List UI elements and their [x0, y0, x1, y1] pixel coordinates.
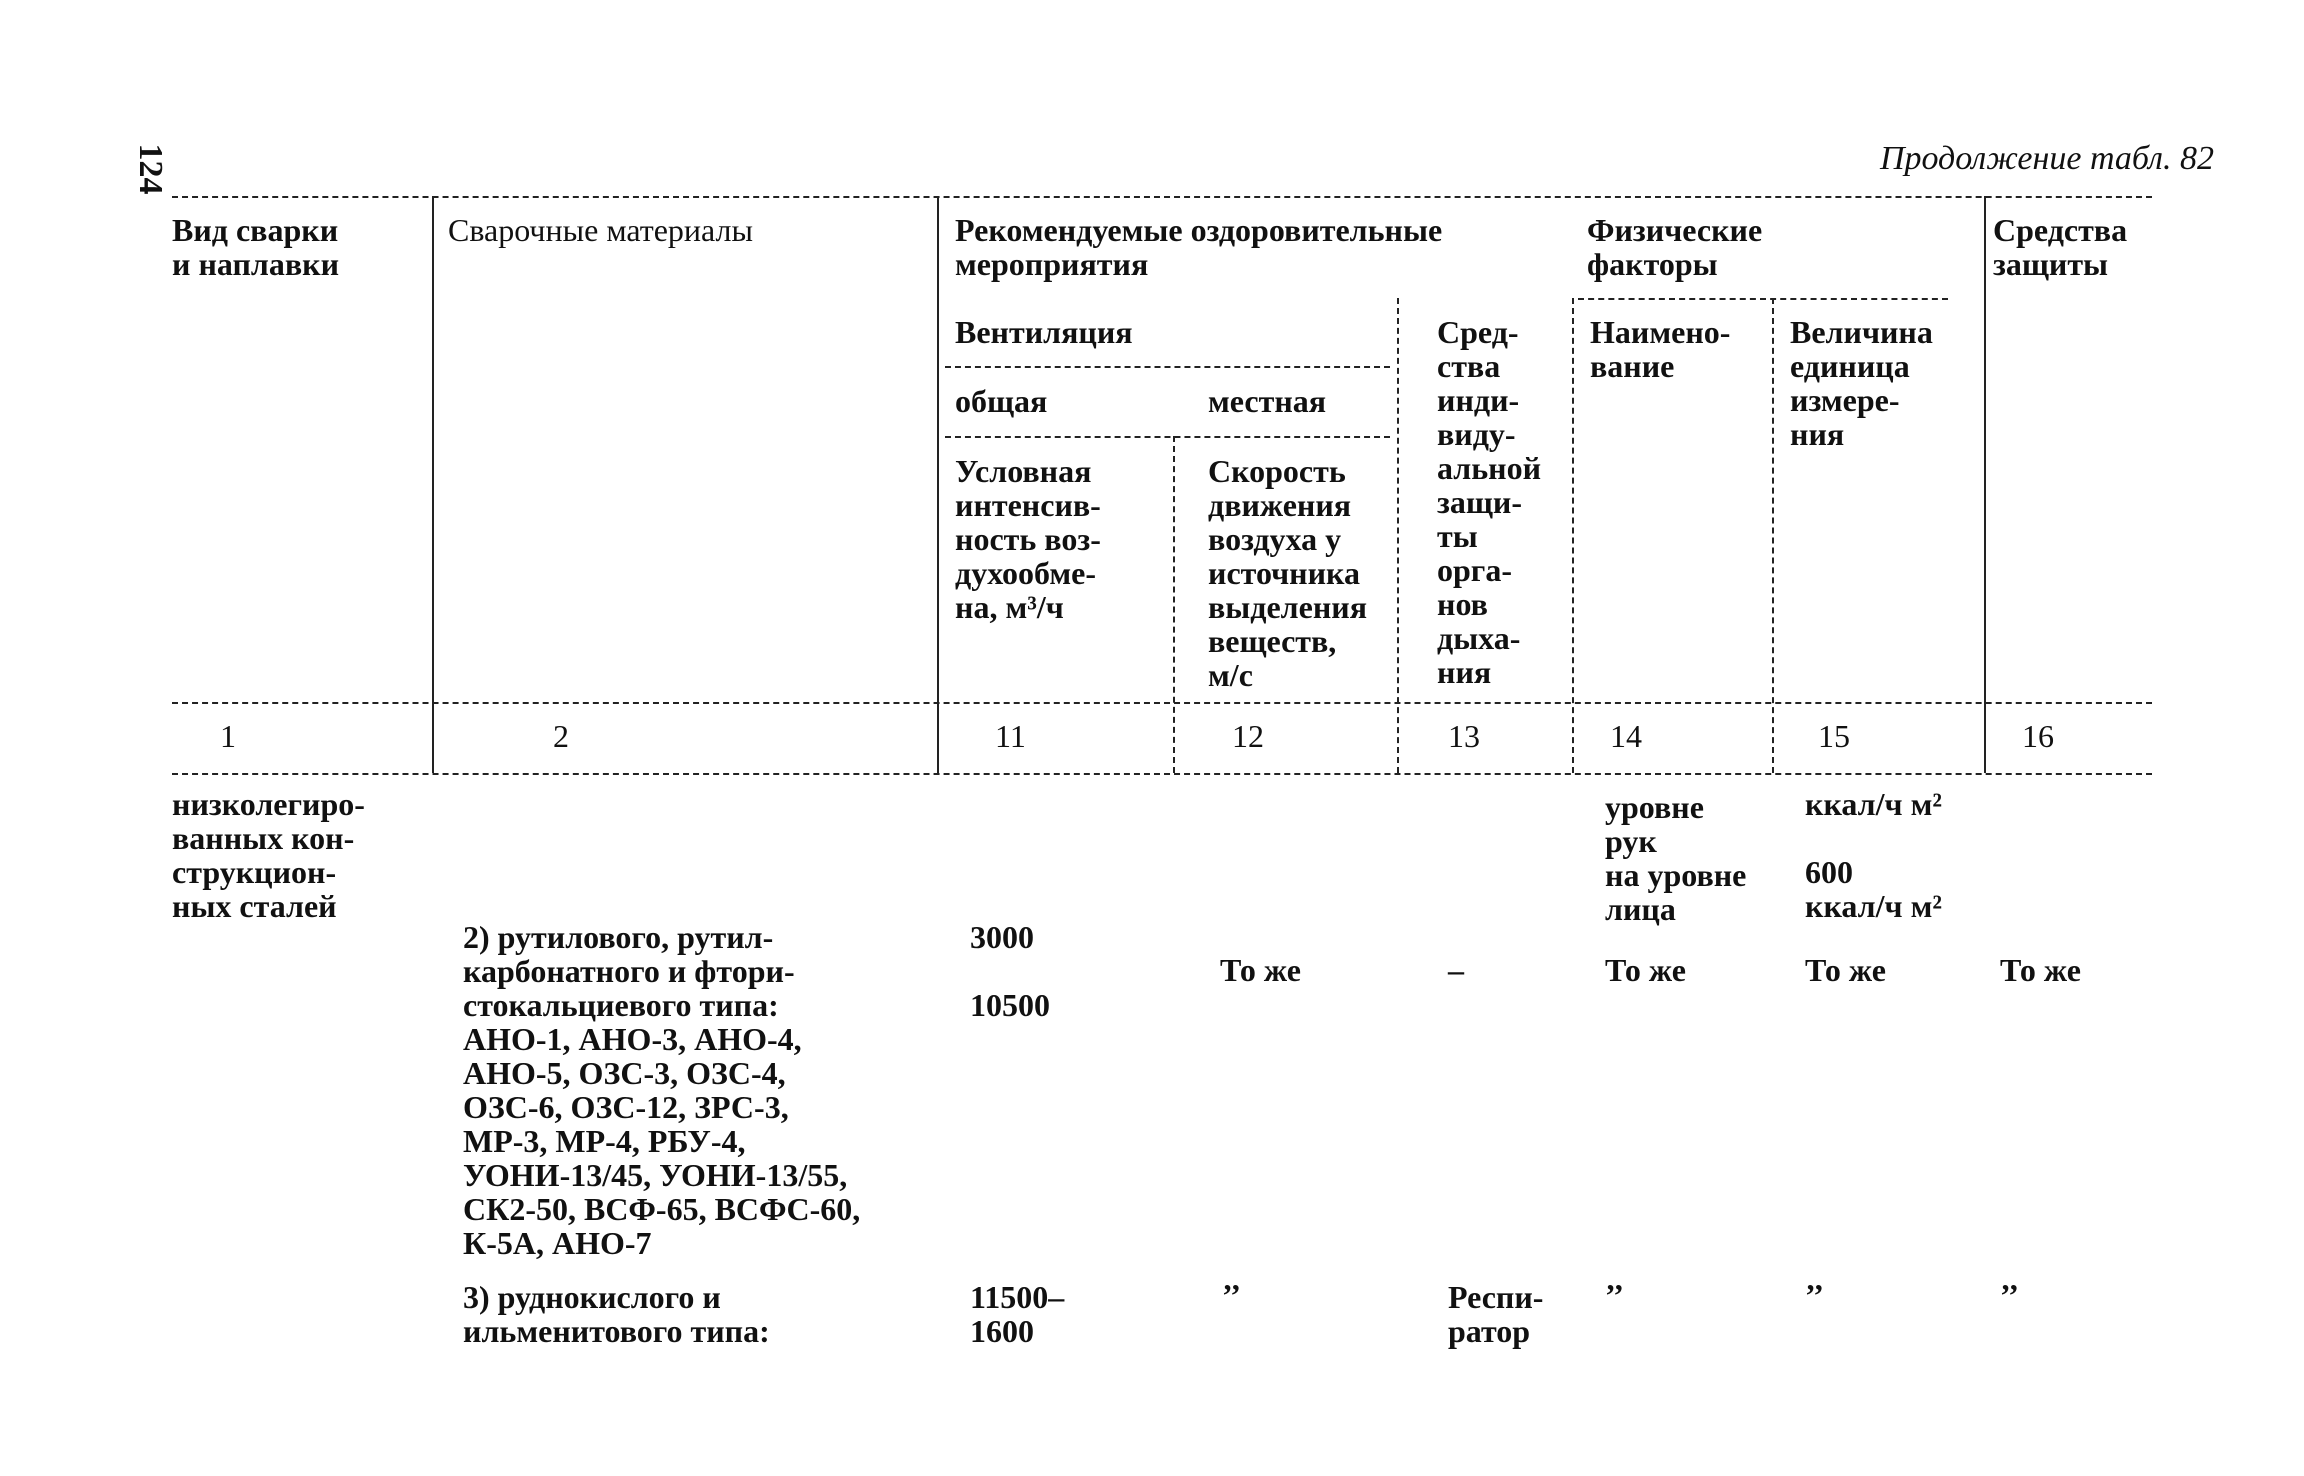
- column-number: 11: [995, 718, 1026, 754]
- rule-head-bottom: [172, 702, 2152, 704]
- column-number: 2: [553, 718, 569, 754]
- materials-item-3: 3) руднокислого и ильменитового типа:: [463, 1279, 770, 1349]
- header-local: местная: [1208, 383, 1327, 419]
- vrule-1: [432, 196, 434, 773]
- column-number: 14: [1610, 718, 1642, 754]
- vrule-11: [1173, 436, 1175, 773]
- header-protection: Средства защиты: [1993, 212, 2128, 282]
- speed-item-2: То же: [1220, 952, 1301, 988]
- column-number: 13: [1448, 718, 1480, 754]
- physical-value-cell: ккал/ч м² 600 ккал/ч м²: [1805, 786, 1942, 924]
- airflow-item-3: 11500– 1600: [970, 1279, 1065, 1349]
- airflow-item-2: 3000 10500: [970, 919, 1050, 1023]
- physical-value-item-3: ’’: [1805, 1277, 1824, 1313]
- header-col-13: Сред- ства инди- виду- альной защи- ты орга- нов дыха- ния: [1437, 314, 1542, 690]
- respiratory-item-3: Респи- ратор: [1448, 1279, 1544, 1349]
- column-number: 16: [2022, 718, 2054, 754]
- speed-item-3: ’’: [1222, 1277, 1241, 1313]
- physical-name-item-3: ’’: [1605, 1277, 1624, 1313]
- vrule-2: [937, 196, 939, 773]
- vrule-15: [1984, 196, 1986, 773]
- rule-ventilation: [945, 366, 1390, 368]
- protection-item-2: То же: [2000, 952, 2081, 988]
- header-col-12: Скорость движения воздуха у источника выделения веществ, м/с: [1208, 453, 1367, 693]
- respiratory-item-2: –: [1448, 952, 1464, 988]
- header-col-14: Наимено- вание: [1590, 314, 1731, 384]
- rule-top: [172, 196, 2152, 198]
- header-general: общая: [955, 383, 1048, 419]
- vrule-13: [1572, 298, 1574, 773]
- vrule-12: [1397, 298, 1399, 773]
- table-caption: Продолжение табл. 82: [1879, 140, 2214, 177]
- weld-type-cell: низколегиро- ванных кон- струкцион- ных сталей: [172, 786, 365, 924]
- header-materials: Сварочные материалы: [448, 212, 753, 248]
- header-ventilation: Вентиляция: [955, 314, 1133, 350]
- protection-item-3: ’’: [2000, 1277, 2019, 1313]
- page-number: 124: [132, 143, 169, 195]
- column-number: 15: [1818, 718, 1850, 754]
- rule-colnum-bottom: [172, 773, 2152, 775]
- physical-name-item-2: То же: [1605, 952, 1686, 988]
- header-col-15: Величина единица измере- ния: [1790, 314, 1933, 452]
- header-physical: Физические факторы: [1587, 212, 1763, 282]
- vrule-14: [1772, 298, 1774, 773]
- column-number: 12: [1232, 718, 1264, 754]
- column-number: 1: [220, 718, 236, 754]
- materials-item-2: 2) рутилового, рутил- карбонатного и фтори- стокальциевого типа: АНО-1, АНО-3, АНО-4, АНО-5, ОЗС-3, ОЗС-4, ОЗС-6, ОЗС-12, ЗРС-3, МР-3, МР-4, РБУ-4, УОНИ-13/45, УОНИ-13/55, СК2-50, ВСФ-65, ВСФС-60, К-5А, АНО-7: [463, 919, 861, 1261]
- header-col-11: Условная интенсив- ность воз- духообме- на, м³/ч: [955, 453, 1101, 625]
- header-measures: Рекомендуемые оздоровительные мероприятия: [955, 212, 1443, 282]
- physical-name-cell: уровне рук на уровне лица: [1605, 789, 1747, 927]
- rule-general-local: [945, 436, 1390, 438]
- header-weld-type: Вид сварки и наплавки: [172, 212, 339, 282]
- physical-value-item-2: То же: [1805, 952, 1886, 988]
- rule-measures: [1578, 298, 1948, 300]
